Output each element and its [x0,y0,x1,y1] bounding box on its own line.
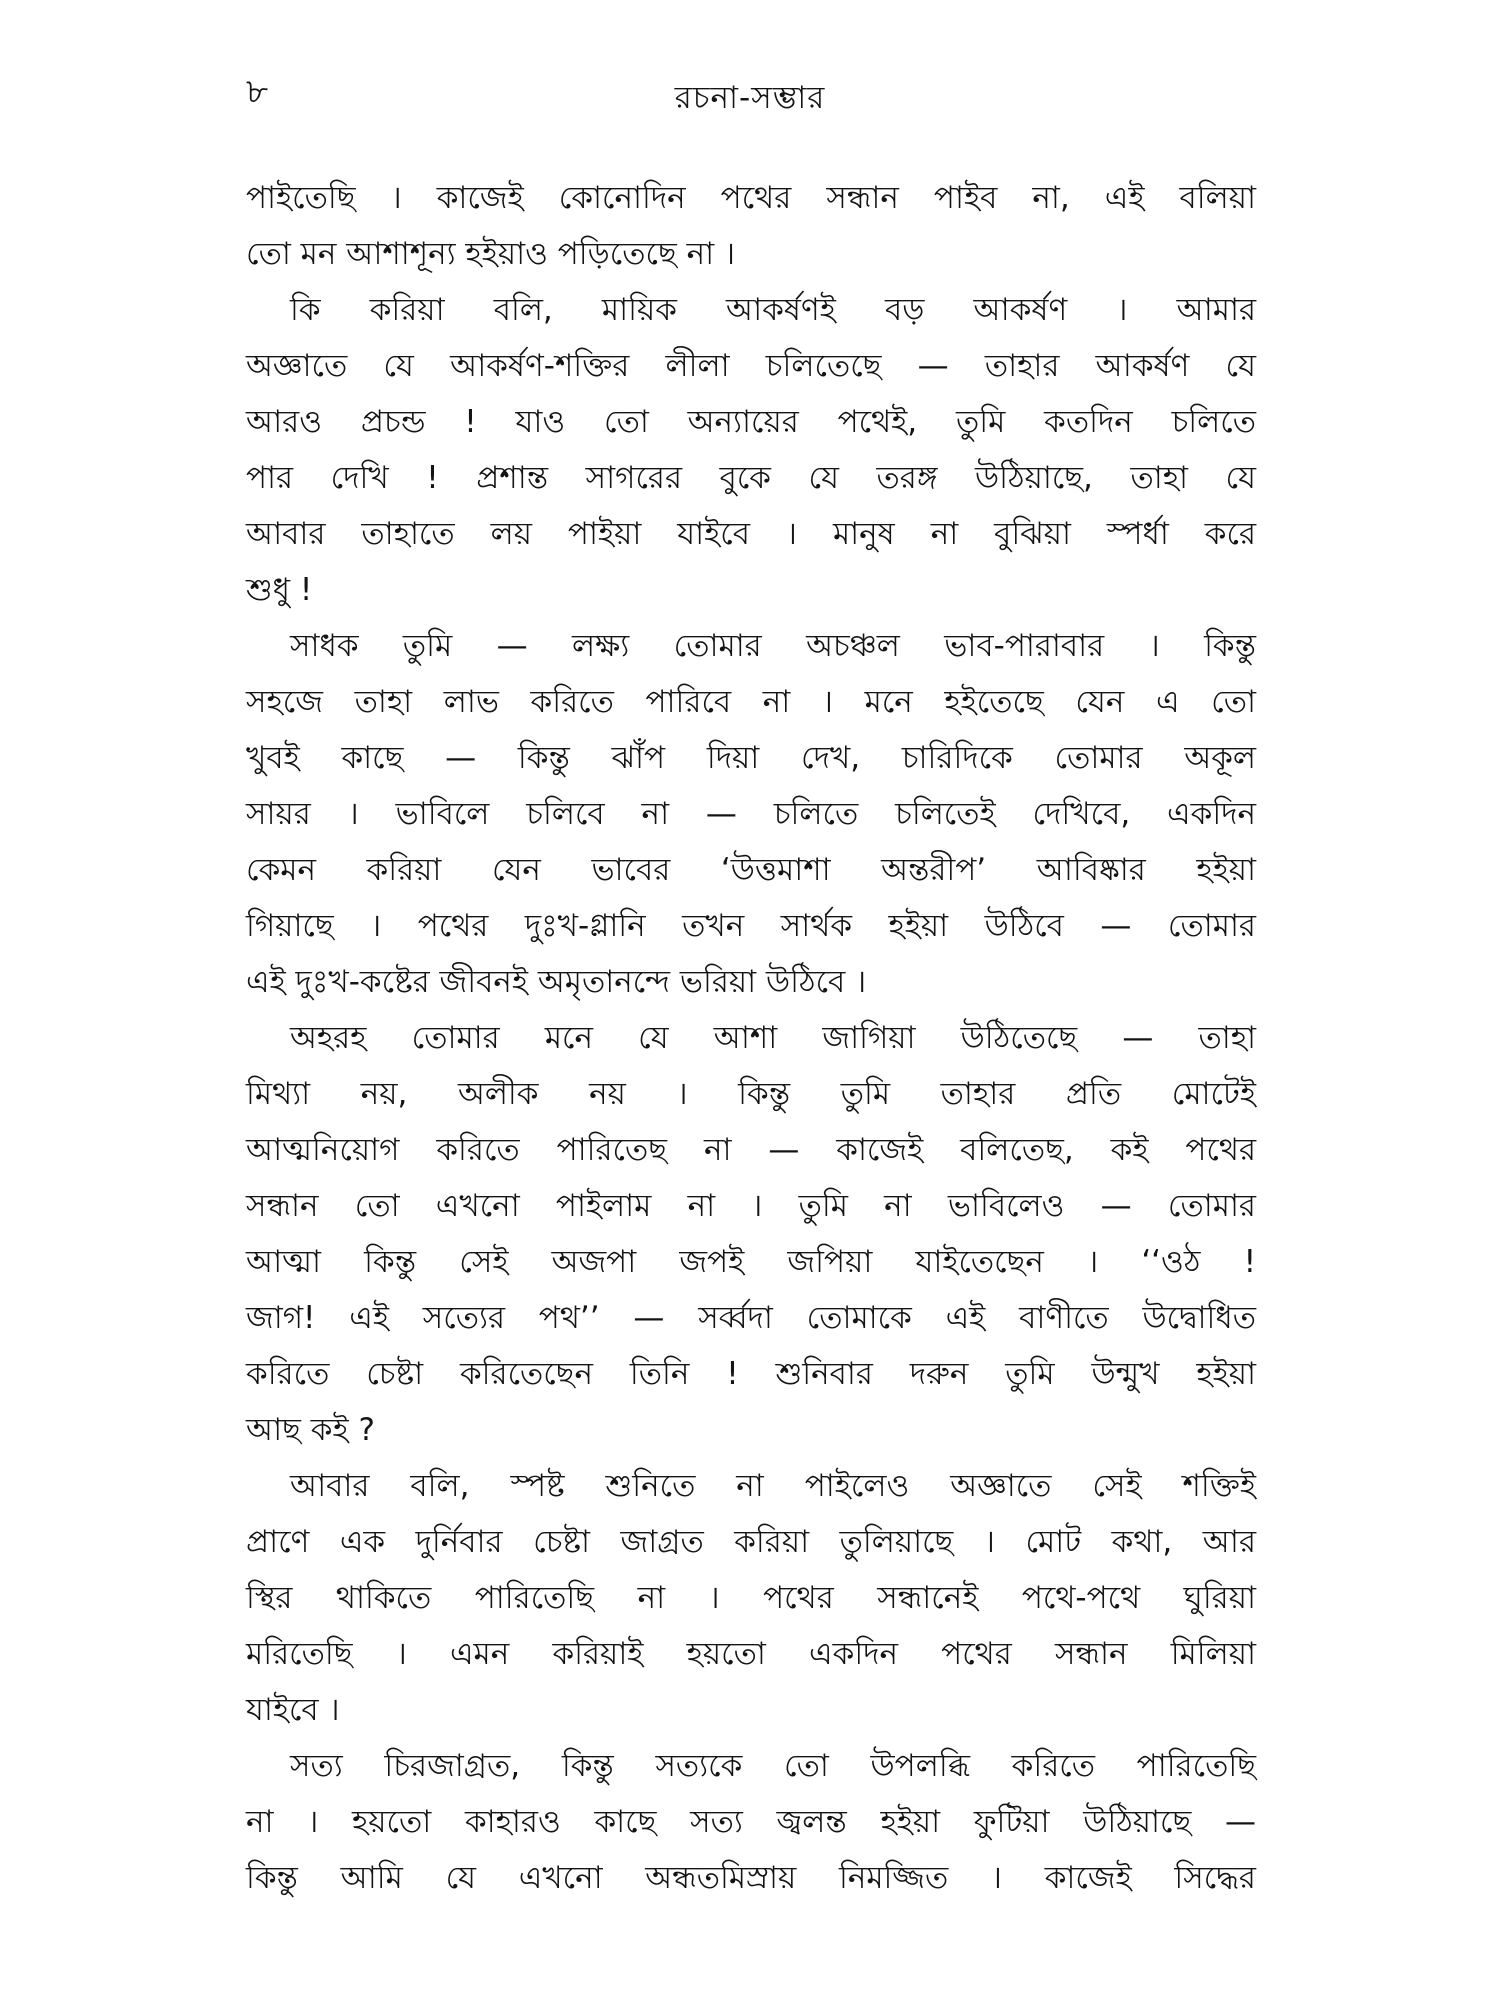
text-line: সন্ধান তো এখনো পাইলাম না । তুমি না ভাবিলেও — তোমার [246,1188,1256,1224]
text-line: সত্য চিরজাগ্রত, কিন্তু সত্যকে তো উপলব্ধি করিতে পারিতেছি [290,1748,1256,1784]
page-number: ৮ [246,72,269,112]
text-line: এই দুঃখ-কষ্টের জীবনই অমৃতানন্দে ভরিয়া উঠিবে । [246,964,867,1000]
text-line: শুধু ! [246,572,313,608]
text-line: আবার তাহাতে লয় পাইয়া যাইবে । মানুষ না বুঝিয়া স্পর্ধা করে [246,516,1256,552]
text-line: কি করিয়া বলি, মায়িক আকর্ষণই বড় আকর্ষণ । আমার [290,292,1256,328]
text-line: অজ্ঞাতে যে আকর্ষণ-শক্তির লীলা চলিতেছে — তাহার আকর্ষণ যে [246,348,1256,384]
text-line: সহজে তাহা লাভ করিতে পারিবে না । মনে হইতেছে যেন এ তো [246,684,1256,720]
text-line: না । হয়তো কাহারও কাছে সত্য জ্বলন্ত হইয়া ফুটিয়া উঠিয়াছে — [246,1804,1256,1840]
text-line: মরিতেছি । এমন করিয়াই হয়তো একদিন পথের সন্ধান মিলিয়া [246,1636,1256,1672]
text-line: সাধক তুমি — লক্ষ্য তোমার অচঞ্চল ভাব-পারাবার । কিন্তু [290,628,1256,664]
text-line: আরও প্রচন্ড ! যাও তো অন্যায়ের পথেই, তুমি কতদিন চলিতে [246,404,1256,440]
text-line: তো মন আশাশূন্য হইয়াও পড়িতেছে না । [246,236,736,272]
text-line: আত্মনিয়োগ করিতে পারিতেছ না — কাজেই বলিতেছ, কই পথের [246,1132,1256,1168]
text-line: কিন্তু আমি যে এখনো অন্ধতমিস্রায় নিমজ্জিত । কাজেই সিদ্ধের [246,1860,1256,1896]
text-line: আত্মা কিন্তু সেই অজপা জপই জপিয়া যাইতেছেন । ‘‘ওঠ ! [246,1244,1256,1280]
text-line: আছ কই ? [246,1412,375,1448]
text-line: পার দেখি ! প্রশান্ত সাগরের বুকে যে তরঙ্গ উঠিয়াছে, তাহা যে [246,460,1256,496]
text-line: অহরহ তোমার মনে যে আশা জাগিয়া উঠিতেছে — তাহা [290,1020,1256,1056]
text-line: স্থির থাকিতে পারিতেছি না । পথের সন্ধানেই পথে-পথে ঘুরিয়া [246,1580,1256,1616]
text-line: যাইবে । [246,1692,340,1728]
text-line: জাগ! এই সত্যের পথ’’ — সর্ব্বদা তোমাকে এই বাণীতে উদ্বোধিত [246,1300,1256,1336]
text-line: গিয়াছে । পথের দুঃখ-গ্লানি তখন সার্থক হইয়া উঠিবে — তোমার [246,908,1256,944]
text-line: সায়র । ভাবিলে চলিবে না — চলিতে চলিতেই দেখিবে, একদিন [246,796,1256,832]
running-title: রচনা-সম্ভার [674,80,826,116]
text-line: প্রাণে এক দুর্নিবার চেষ্টা জাগ্রত করিয়া তুলিয়াছে । মোট কথা, আর [246,1524,1256,1560]
text-line: পাইতেছি । কাজেই কোনোদিন পথের সন্ধান পাইব না, এই বলিয়া [246,180,1256,216]
text-line: আবার বলি, স্পষ্ট শুনিতে না পাইলেও অজ্ঞাতে সেই শক্তিই [290,1468,1256,1504]
text-line: খুবই কাছে — কিন্তু ঝাঁপ দিয়া দেখ, চারিদিকে তোমার অকূল [246,740,1256,776]
body-text [246,170,1256,1906]
text-line: করিতে চেষ্টা করিতেছেন তিনি ! শুনিবার দরুন তুমি উন্মুখ হইয়া [246,1356,1256,1392]
text-line: মিথ্যা নয়, অলীক নয় । কিন্তু তুমি তাহার প্রতি মোটেই [246,1076,1256,1112]
text-line: কেমন করিয়া যেন ভাবের ‘উত্তমাশা অন্তরীপ’ আবিষ্কার হইয়া [246,852,1256,888]
